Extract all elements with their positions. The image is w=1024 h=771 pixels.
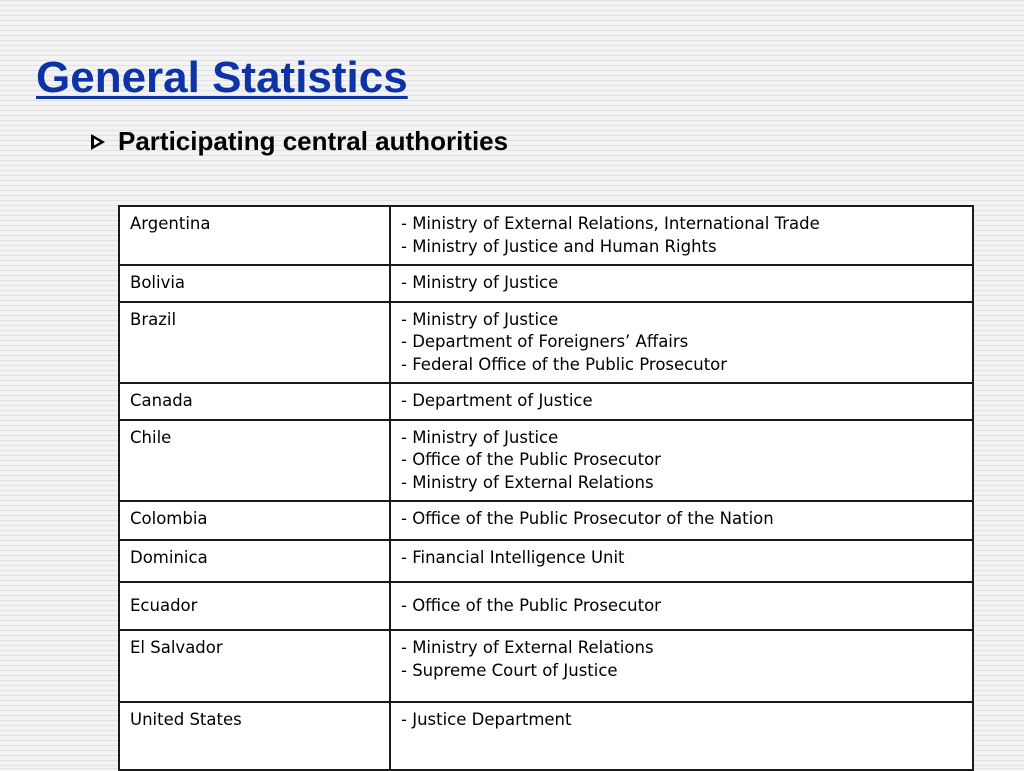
table-row xyxy=(119,582,973,630)
authority-cell xyxy=(390,501,973,540)
authority-line: - Department of Foreigners’ Affairs xyxy=(401,332,689,351)
authority-cell xyxy=(390,630,973,702)
authority-line: - Office of the Public Prosecutor xyxy=(401,596,661,615)
authority-cell xyxy=(390,540,973,582)
authority-line: - Office of the Public Prosecutor xyxy=(401,450,661,469)
country-cell: Ecuador xyxy=(119,582,390,630)
authority-line: - Office of the Public Prosecutor of the Nation xyxy=(401,509,774,528)
country-cell: Brazil xyxy=(119,302,390,384)
country-cell: Canada xyxy=(119,383,390,420)
authority-line: - Ministry of Justice xyxy=(401,273,559,292)
country-cell: Argentina xyxy=(119,206,390,265)
authority-line: - Ministry of Justice xyxy=(401,309,559,329)
authority-line: - Ministry of External Relations xyxy=(401,638,654,657)
table-row xyxy=(119,265,973,302)
table-row xyxy=(119,702,973,770)
authority-line: - Ministry of External Relations xyxy=(401,472,654,492)
table-row xyxy=(119,420,973,502)
authority-line: - Department of Justice xyxy=(401,391,593,410)
authority-line: - Federal Office of the Public Prosecutor xyxy=(401,354,728,374)
table-row xyxy=(119,501,973,540)
authority-line: - Supreme Court of Justice xyxy=(401,660,618,680)
authority-line: - Ministry of External Relations, International Trade xyxy=(401,214,820,233)
arrow-bullet-icon xyxy=(88,124,118,158)
authority-line: - Justice Department xyxy=(401,710,572,729)
page-title: General Statistics xyxy=(36,53,408,102)
section-heading xyxy=(88,124,508,158)
authority-cell xyxy=(390,702,973,770)
authority-cell xyxy=(390,582,973,630)
authority-line: - Ministry of Justice and Human Rights xyxy=(401,236,717,256)
authority-cell xyxy=(390,265,973,302)
authority-cell xyxy=(390,420,973,502)
country-cell: Dominica xyxy=(119,540,390,582)
country-cell: Colombia xyxy=(119,501,390,540)
authority-cell xyxy=(390,383,973,420)
country-cell: United States xyxy=(119,702,390,770)
authority-cell xyxy=(390,206,973,265)
authorities-table xyxy=(118,205,974,771)
authority-cell xyxy=(390,302,973,384)
country-cell: Bolivia xyxy=(119,265,390,302)
table-row xyxy=(119,206,973,265)
table-row xyxy=(119,383,973,420)
country-cell: El Salvador xyxy=(119,630,390,702)
table-row xyxy=(119,302,973,384)
section-heading-text: Participating central authorities xyxy=(118,126,509,156)
table-row xyxy=(119,630,973,702)
authority-line: - Financial Intelligence Unit xyxy=(401,548,625,567)
table-row xyxy=(119,540,973,582)
authority-line: - Ministry of Justice xyxy=(401,427,559,447)
country-cell: Chile xyxy=(119,420,390,502)
